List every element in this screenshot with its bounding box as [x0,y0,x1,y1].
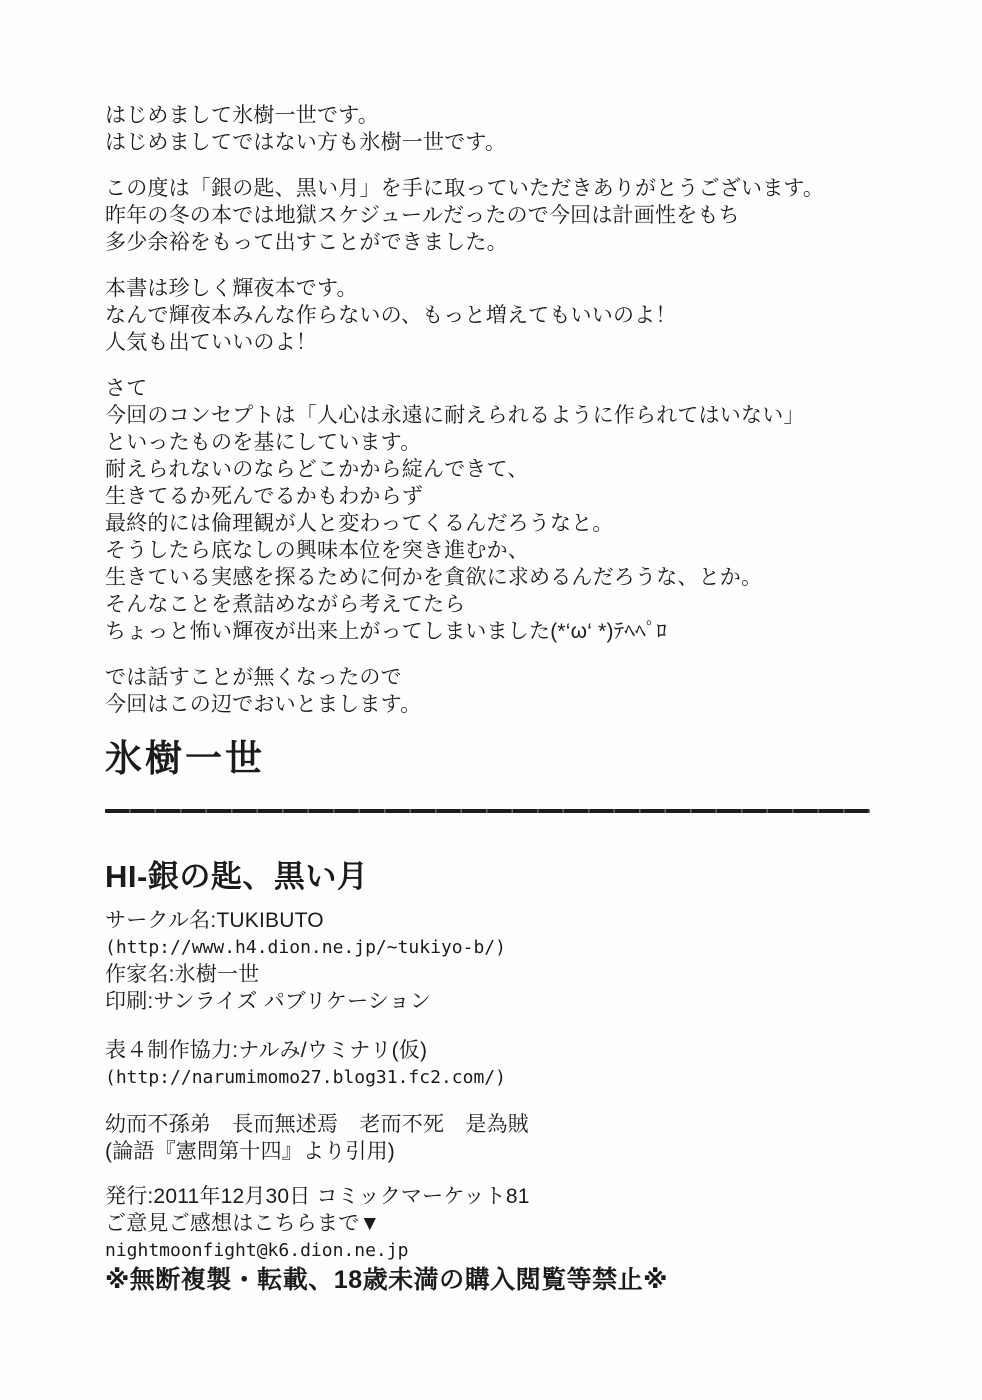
afterword-line: そうしたら底なしの興味本位を突き進むか、 [105,539,529,562]
publication-info [105,1183,922,1264]
afterword-line: そんなことを煮詰めながら考えてたら [105,593,466,616]
colophon [105,857,922,1297]
afterword-line: 今回のコンセプトは「人心は永遠に耐えられるように作られてはいない」 [105,404,805,427]
quote-line: 幼而不孫弟 長而無述焉 老而不死 是為賊 [105,1113,529,1136]
afterword-line: さて [105,377,148,400]
quote-line: (論語『憲問第十四』より引用) [105,1140,395,1163]
afterword-line: 本書は珍しく輝夜本です。 [105,277,358,300]
afterword-paragraph [105,664,922,718]
analects-quote [105,1111,922,1165]
afterword-paragraph [105,375,922,645]
colophon-line: nightmoonfight@k6.dion.ne.jp [105,1240,409,1261]
book-title: HI-銀の匙、黒い月 [105,859,369,894]
circle-info [105,907,922,1015]
afterword-line: 今回はこの辺でおいとまします。 [105,693,422,716]
author-signature: 氷樹一世 [105,738,265,779]
afterword [105,102,922,781]
colophon-line: 発行:2011年12月30日 コミックマーケット81 [105,1185,530,1208]
colophon-line: (http://www.h4.dion.ne.jp/~tukiyo-b/) [105,937,506,958]
afterword-line: はじめましてではない方も氷樹一世です。 [105,131,507,154]
colophon-line: 作家名:氷樹一世 [105,963,260,986]
colophon-line: ご意見ご感想はこちらまで▼ [105,1212,381,1235]
copyright-warning: ※無断複製・転載、18歳未満の購入閲覧等禁止※ [105,1266,668,1294]
colophon-line: サークル名:TUKIBUTO [105,909,324,932]
afterword-line: 生きてるか死んでるかもわからず [105,485,423,508]
section-divider [105,809,870,813]
afterword-paragraph [105,102,922,156]
afterword-line: 多少余裕をもって出すことができました。 [105,231,508,254]
afterword-line: なんで輝夜本みんな作らないの、もっと増えてもいいのよ！ [105,304,677,327]
afterword-paragraph [105,175,922,256]
afterword-line: では話すことが無くなったので [105,666,402,689]
afterword-line: ちょっと怖い輝夜が出来上がってしまいました(*‘ω‘ *)ﾃﾍﾍﾟﾛ [105,620,667,643]
colophon-line: (http://narumimomo27.blog31.fc2.com/) [105,1067,506,1088]
afterword-line: 人気も出ていいのよ！ [105,331,317,354]
afterword-line: 最終的には倫理観が人と変わってくるんだろうなと。 [105,512,614,535]
colophon-line: 印刷:サンライズ パブリケーション [105,990,432,1013]
afterword-line: 生きている実感を探るために何かを貪欲に求めるんだろうな、とか。 [105,566,763,589]
afterword-line: 耐えられないのならどこかから綻んできて、 [105,458,529,481]
afterword-line: といったものを基にしています。 [105,431,422,454]
colophon-line: 表４制作協力:ナルみ/ウミナリ(仮) [105,1039,428,1062]
afterword-line: 昨年の冬の本では地獄スケジュールだったので今回は計画性をもち [105,204,740,227]
afterword-line: この度は「銀の匙、黒い月」を手に取っていただきありがとうございます。 [105,177,825,200]
afterword-paragraph [105,275,922,356]
cover-credit [105,1037,922,1091]
afterword-line: はじめまして氷樹一世です。 [105,104,379,127]
